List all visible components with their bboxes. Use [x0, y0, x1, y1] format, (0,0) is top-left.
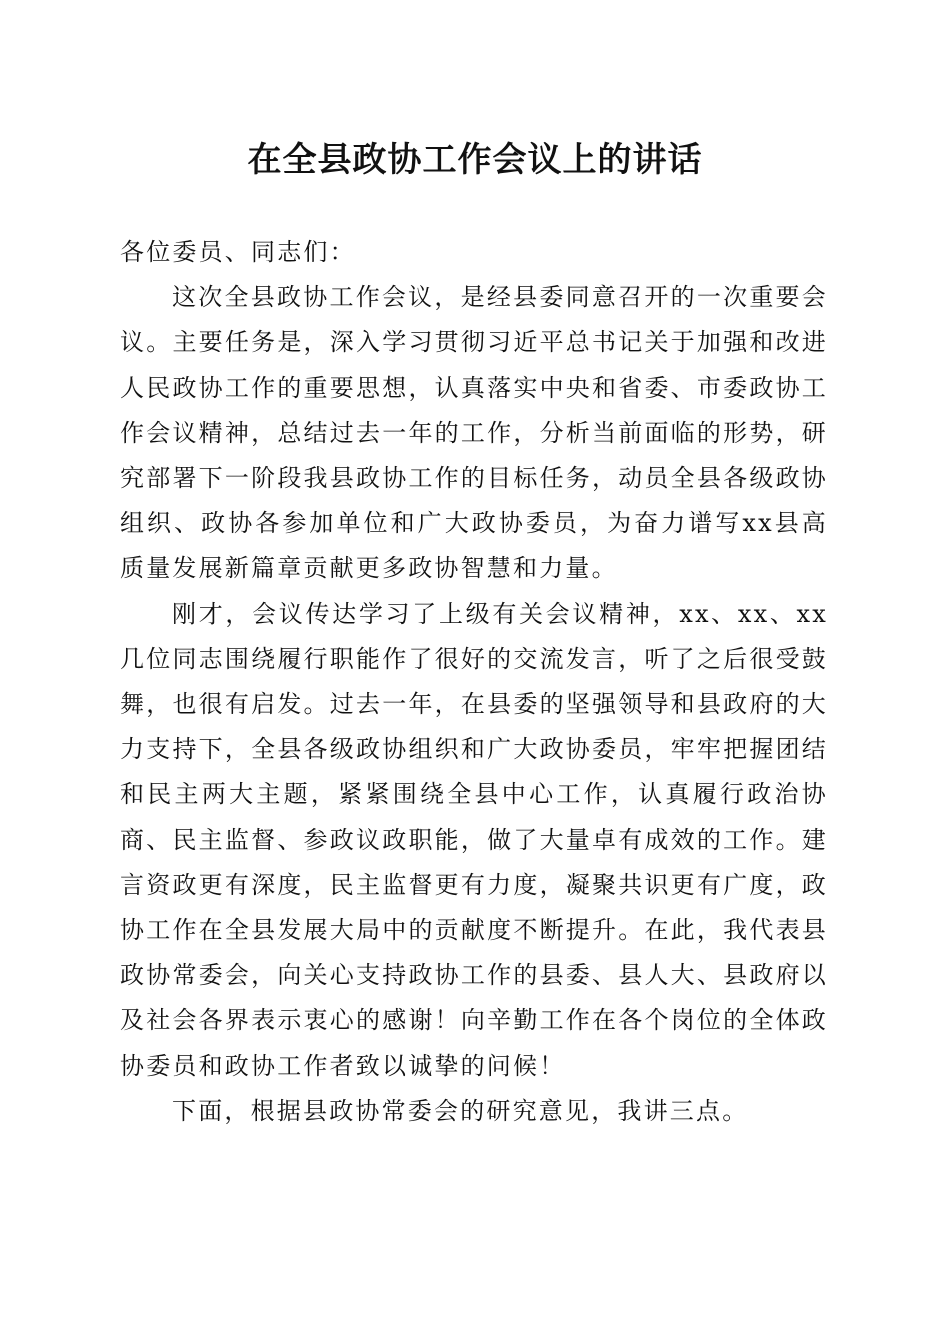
paragraph-outline: 下面，根据县政协常委会的研究意见，我讲三点。 [172, 1096, 749, 1125]
salutation: 各位委员、同志们： [120, 238, 356, 266]
document-title: 在全县政协工作会议上的讲话 [247, 140, 703, 180]
paragraph-review: 刚才，会议传达学习了上级有关会议精神，xx、xx、xx几位同志围绕履行职能作了很好的交流发言，听了之后很受鼓舞，也很有启发。过去一年，在县委的坚强领导和县政府的大力支持下，全县各级政协组织和广大政协委员，牢牢把握团结和民主两大主题，紧紧围绕全县中心工作，认真履行政治协商、民主监督、参政议政职能，做了大量卓有成效的工作。建言资政更有深度，民主监督更有力度，凝聚共识更有广度，政协工作在全县发展大局中的贡献度不断提升。在此，我代表县政协常委会，向关心支持政协工作的县委、县人大、县政府以及社会各界表示衷心的感谢！向辛勤工作在各个岗位的全体政协委员和政协工作者致以诚挚的问候！ [120, 599, 828, 1080]
paragraph-intro: 这次全县政协工作会议，是经县委同意召开的一次重要会议。主要任务是，深入学习贯彻习近平总书记关于加强和改进人民政协工作的重要思想，认真落实中央和省委、市委政协工作会议精神，总结过去一年的工作，分析当前面临的形势，研究部署下一阶段我县政协工作的目标任务，动员全县各级政协组织、政协各参加单位和广大政协委员，为奋力谱写xx县高质量发展新篇章贡献更多政协智慧和力量。 [120, 283, 828, 583]
document-body [120, 230, 828, 1134]
